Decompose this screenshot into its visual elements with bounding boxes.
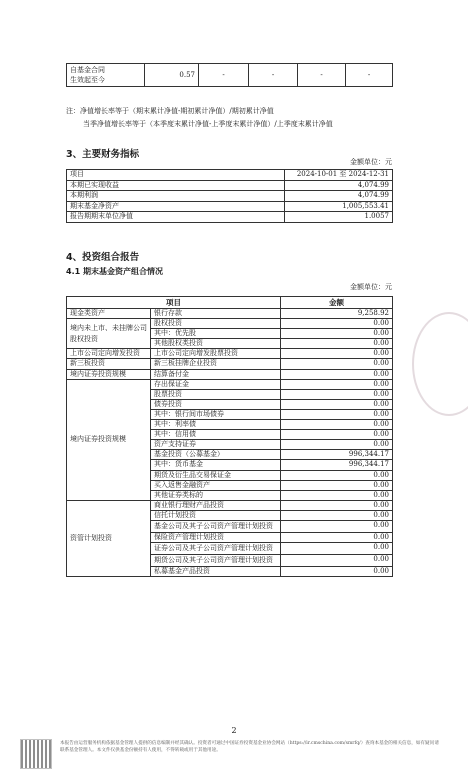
row-value: 1,005,553.41 <box>285 201 393 212</box>
row-label: 本期利润 <box>67 191 285 202</box>
seal-stamp <box>412 312 468 416</box>
row-amount: 9,258.92 <box>281 309 393 319</box>
table-row <box>67 349 393 359</box>
page-number: 2 <box>231 726 237 735</box>
group-label: 境内证券投资规模 <box>67 379 151 500</box>
unit-label: 金额单位：元 <box>350 283 392 291</box>
row-item: 证券公司及其子公司资产管理计划投资 <box>151 543 281 555</box>
row-item: 资产支持证券 <box>151 440 281 450</box>
section-4-1-heading: 4.1 期末基金资产组合情况 <box>66 267 163 276</box>
section-4-heading: 4、投资组合报告 <box>66 252 140 263</box>
table-row <box>67 369 393 379</box>
row-amount: 0.00 <box>281 470 393 480</box>
note-line-1: 注：净值增长率等于（期末累计净值-期初累计净值）/期初累计净值 <box>66 107 274 115</box>
row-amount: 0.00 <box>281 389 393 399</box>
row-amount: 0.00 <box>281 319 393 329</box>
row-amount: 0.00 <box>281 520 393 532</box>
row-item: 私募基金产品投资 <box>151 567 281 577</box>
unit-label: 金额单位：元 <box>350 158 392 166</box>
row-item: 结算备付金 <box>151 369 281 379</box>
row-label: 报告期期末单位净值 <box>67 212 285 223</box>
row-item: 新三板挂牌企业投资 <box>151 359 281 369</box>
table-cell: - <box>199 64 249 87</box>
row-item: 其中：优先股 <box>151 329 281 339</box>
group-label: 现金类资产 <box>67 309 151 319</box>
row-item: 其他证券类标的 <box>151 490 281 500</box>
row-value: 1.0057 <box>285 212 393 223</box>
row-item: 存出保证金 <box>151 379 281 389</box>
row-item: 其中：信用债 <box>151 430 281 440</box>
table-row <box>67 379 393 389</box>
section-3-heading: 3、主要财务指标 <box>66 149 140 160</box>
header-item: 项目 <box>67 170 285 181</box>
group-label: 上市公司定向增发投资 <box>67 349 151 359</box>
group-label: 境内证券投资规模 <box>67 369 151 379</box>
group-label: 资管计划投资 <box>67 500 151 576</box>
row-amount: 0.00 <box>281 510 393 520</box>
nav-growth-value: 0.57 <box>145 64 199 87</box>
table-row <box>67 319 393 329</box>
row-item: 买入返售金融资产 <box>151 480 281 490</box>
row-item: 银行存款 <box>151 309 281 319</box>
row-item: 商业银行理财产品投资 <box>151 500 281 510</box>
asset-allocation-table <box>66 296 393 577</box>
row-label: 本期已实现收益 <box>67 180 285 191</box>
table-row <box>67 309 393 319</box>
row-amount: 0.00 <box>281 420 393 430</box>
row-item: 其中：银行间市场债券 <box>151 409 281 419</box>
row-amount: 0.00 <box>281 339 393 349</box>
row-item: 股权投资 <box>151 319 281 329</box>
row-item: 股票投资 <box>151 389 281 399</box>
row-value: 4,074.99 <box>285 191 393 202</box>
row-item: 期货公司及其子公司资产管理计划投资 <box>151 555 281 567</box>
row-amount: 0.00 <box>281 379 393 389</box>
table-header-row <box>67 170 393 181</box>
row-amount: 0.00 <box>281 329 393 339</box>
row-amount: 0.00 <box>281 359 393 369</box>
row-amount: 996,344.17 <box>281 460 393 470</box>
row-amount: 0.00 <box>281 543 393 555</box>
header-amount: 金额 <box>281 297 393 309</box>
financial-indicators-table <box>66 169 393 223</box>
row-amount: 0.00 <box>281 369 393 379</box>
row-item: 其中：货币基金 <box>151 460 281 470</box>
row-item: 期货及衍生品交易保证金 <box>151 470 281 480</box>
header-period: 2024-10-01 至 2024-12-31 <box>285 170 393 181</box>
row-amount: 0.00 <box>281 500 393 510</box>
row-item: 上市公司定向增发股票投资 <box>151 349 281 359</box>
table-row <box>67 500 393 510</box>
table-cell: - <box>346 64 393 87</box>
table-cell: - <box>249 64 298 87</box>
header-item: 项目 <box>67 297 281 309</box>
group-label: 境内未上市、未挂牌公司股权投资 <box>67 319 151 349</box>
table-row <box>67 180 393 191</box>
row-item: 其他股权类投资 <box>151 339 281 349</box>
table-header-row <box>67 297 393 309</box>
row-label: 自基金合同 生效起至今 <box>67 64 145 87</box>
footer-disclaimer: 本报告由运营服务机构依据基金管理人提供的信息编制并经其确认。投资者可通过中国证券投资基金业协会网站（https://ir.cmschina.com/smrfq/）查询本基金的相关信息，如有疑问请联系基金管理人。本文件仅供基金份额持有人使用，不得转载或用于其他用途。 <box>60 741 439 753</box>
row-amount: 0.00 <box>281 480 393 490</box>
row-item: 基金公司及其子公司资产管理计划投资 <box>151 520 281 532</box>
performance-table <box>66 63 393 87</box>
table-cell: - <box>298 64 346 87</box>
note-line-2: 当季净值增长率等于（本季度末累计净值-上季度末累计净值）/上季度末累计净值 <box>83 120 333 128</box>
table-row <box>67 191 393 202</box>
row-amount: 0.00 <box>281 349 393 359</box>
row-amount: 0.00 <box>281 409 393 419</box>
row-amount: 0.00 <box>281 430 393 440</box>
row-label: 期末基金净资产 <box>67 201 285 212</box>
table-row <box>67 201 393 212</box>
row-item: 信托计划投资 <box>151 510 281 520</box>
row-amount: 0.00 <box>281 399 393 409</box>
row-amount: 0.00 <box>281 490 393 500</box>
row-amount: 0.00 <box>281 532 393 542</box>
row-item: 债券投资 <box>151 399 281 409</box>
group-label: 新三板投资 <box>67 359 151 369</box>
table-row <box>67 64 393 87</box>
row-value: 4,074.99 <box>285 180 393 191</box>
table-row <box>67 359 393 369</box>
row-item: 基金投资（公募基金） <box>151 450 281 460</box>
row-amount: 0.00 <box>281 567 393 577</box>
row-amount: 0.00 <box>281 555 393 567</box>
row-amount: 0.00 <box>281 440 393 450</box>
row-amount: 996,344.17 <box>281 450 393 460</box>
row-item: 其中：利率债 <box>151 420 281 430</box>
table-row <box>67 212 393 223</box>
row-item: 保险资产管理计划投资 <box>151 532 281 542</box>
qr-code-icon <box>20 739 52 769</box>
